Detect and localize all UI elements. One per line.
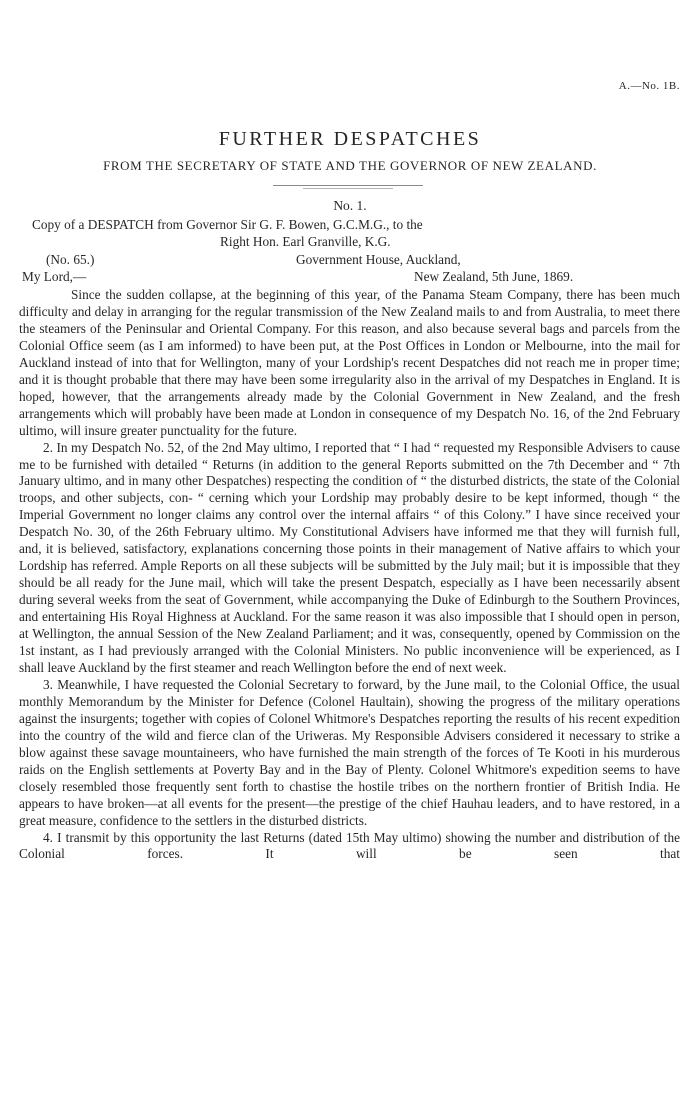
despatch-number-heading: No. 1.	[333, 198, 367, 213]
paragraph-1: Since the sudden collapse, at the beginning of this year, of the Panama Steam Company, there has been much difficulty and delay in arranging for the regular transmission of the New Zealand mails to and from Australia, to meet there the steamers of the Peninsular and Oriental Company. For this reason, and also because several bags and parcels from the Colonial Office seem (as I am informed) to have been put, at the Post Offices in London or Melbourne, into the mail for Auckland instead of into that for Wellington, many of your Lordship's recent Despatches did not reach me in proper time; and it is thought probable that there may have been some irregularity also in the arrival of my Despatches in England. It is hoped, however, that the arrangements already made by the Colonial Government in New Zealand, and the fresh arrangements which will probably have been made at London in consequence of my Despatch No. 16, of the 2nd February ultimo, will insure greater punctuality for the future.	[19, 287, 680, 438]
page-reference: A.—No. 1B.	[618, 80, 680, 92]
address-line-2: New Zealand, 5th June, 1869.	[414, 269, 574, 284]
document-title: FURTHER DESPATCHES	[218, 128, 482, 150]
title-divider	[273, 185, 423, 186]
paragraph-2: 2. In my Despatch No. 52, of the 2nd May ultimo, I reported that “ I had “ requested my Responsible Advisers to cause me to be furnished with detailed “ Returns (in addition to the general Reports submitted on the 7th December and “ 7th January ultimo, and in many other Despatches) respecting the condition of “ the disturbed districts, the state of the Colonial troops, and other subjects, con- “ cerning which your Lordship may probably desire to be kept informed, though “ the Imperial Government no longer claims any control over the internal affairs “ of this Colony.” I have since received your Despatch No. 30, of the 26th February ultimo. My Constitutional Advisers have informed me that they will furnish full, and, it is believed, satisfactory, explanations concerning those points in their management of Native affairs to which your Lordship has referred. Ample Reports on all these subjects will be submitted by the July mail; but it is impossible that they should be all ready for the June mail, which will take the present Despatch, especially as I have been necessarily absent during several weeks from the seat of Government, while accompanying the Duke of Edinburgh to the Southern Provinces, and entertaining His Royal Highness at Auckland. For the same reason it was also impossible that I should open in person, at Wellington, the annual Session of the New Zealand Parliament; and it was, consequently, opened by Commission on the 1st instant, as I had previously arranged with the Colonial Ministers. No public inconvenience will be experienced, as I shall leave Auckland by the first steamer and reach Wellington before the end of next week.	[19, 439, 680, 675]
document-subtitle: FROM THE SECRETARY OF STATE AND THE GOVERNOR OF NEW ZEALAND.	[103, 158, 597, 173]
despatch-heading-line-1: Copy of a DESPATCH from Governor Sir G. F. Bowen, G.C.M.G., to the	[32, 217, 423, 232]
paragraph-4: 4. I transmit by this opportunity the last Returns (dated 15th May ultimo) showing the number and distribution of the Colonial forces. It will be seen that	[19, 829, 680, 862]
salutation: My Lord,—	[22, 269, 87, 284]
despatch-body	[19, 287, 680, 863]
paragraph-3: 3. Meanwhile, I have requested the Colonial Secretary to forward, by the June mail, to the Colonial Office, the usual monthly Memorandum by the Minister for Defence (Colonel Haultain), showing the progress of the military operations against the insurgents; together with copies of Colonel Whitmore's Despatches reporting the results of his recent expedition into the country of the wild and fierce clan of the Uriweras. My Responsible Advisers considered it necessary to strike a blow against these savage mountaineers, who have furnished the main strength of the forces of Te Kooti in his murderous raids on the English settlements at Poverty Bay and in the Bay of Plenty. Colonel Whitmore's expedition seems to have closely resembled those frequently sent forth to chastise the hostile tribes on the northern frontier of British India. He appears to have broken—at all events for the present—the prestige of the chief Hauhau leaders, and to have restored, in a great measure, confidence to the settlers in the disturbed districts.	[19, 676, 680, 828]
despatch-heading	[32, 216, 672, 250]
despatch-heading-line-2: Right Hon. Earl Granville, K.G.	[220, 234, 391, 249]
address-line-1: Government House, Auckland,	[296, 252, 461, 267]
despatch-ref-number: (No. 65.)	[46, 252, 95, 267]
